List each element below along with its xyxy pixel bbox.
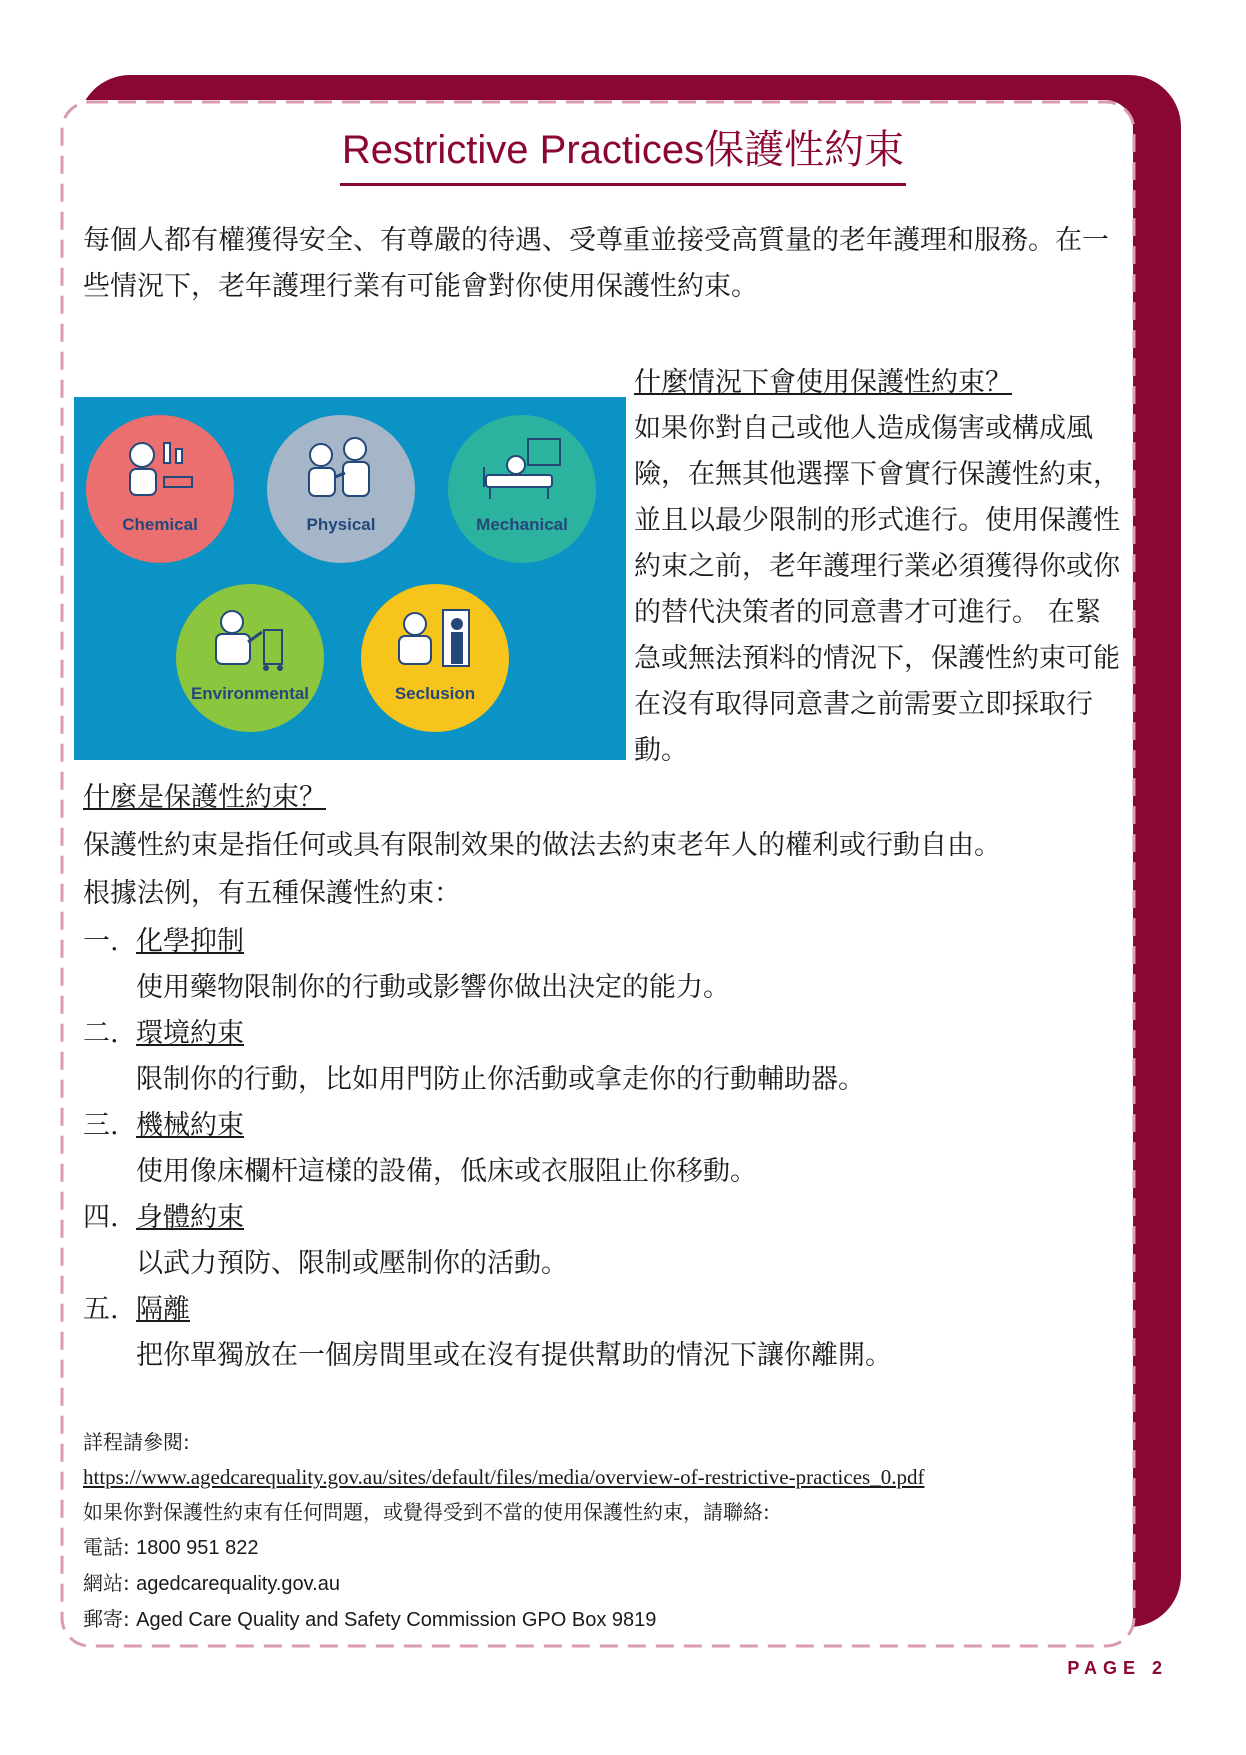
type-description: 以武力預防、限制或壓制你的活動。 — [136, 1248, 568, 1279]
restrictive-practices-infographic — [74, 397, 626, 760]
phone-number: 1800 951 822 — [136, 1537, 259, 1559]
contact-text: 如果你對保護性約束有任何問題，或覺得受到不當的使用保護性約束，請聯絡: — [83, 1500, 770, 1524]
type-description: 把你單獨放在一個房間里或在沒有提供幫助的情況下讓你離開。 — [136, 1340, 892, 1371]
type-name: 身體約束 — [136, 1202, 244, 1233]
physical-icon — [301, 437, 381, 507]
page-title: Restrictive Practices保護性約束 — [0, 118, 1246, 186]
type-description: 限制你的行動，比如用門防止你活動或拿走你的行動輔助器。 — [136, 1064, 865, 1095]
list-number: 一. — [83, 926, 119, 957]
intro-paragraph: 每個人都有權獲得安全、有尊嚴的待遇、受尊重並接受高質量的老年護理和服務。在一些情況下，老年護理行業有可能會對你使用保護性約束。 — [83, 225, 1109, 302]
website-label: 網站: — [83, 1571, 130, 1595]
when-used-section — [634, 360, 1124, 774]
definition-section — [83, 775, 1123, 1379]
list-number: 四. — [83, 1202, 119, 1233]
mail-label: 郵寄: — [83, 1607, 130, 1631]
type-name: 隔離 — [136, 1294, 190, 1325]
website-value[interactable]: agedcarequality.gov.au — [136, 1573, 340, 1595]
list-item — [83, 1195, 1123, 1287]
physical-label: Physical — [306, 515, 376, 534]
types-lead: 根據法例，有五種保護性約束： — [83, 878, 461, 909]
phone-label: 電話: — [83, 1535, 130, 1559]
type-description: 使用藥物限制你的行動或影響你做出決定的能力。 — [136, 972, 730, 1003]
list-item — [83, 1011, 1123, 1103]
list-number: 三. — [83, 1110, 119, 1141]
mail-address: Aged Care Quality and Safety Commission GPO Box 9819 — [136, 1609, 657, 1631]
types-list — [83, 919, 1123, 1379]
list-item — [83, 919, 1123, 1011]
when-used-heading: 什麼情況下會使用保護性約束？ — [634, 367, 1012, 398]
type-name: 機械約束 — [136, 1110, 244, 1141]
chemical-label: Chemical — [122, 515, 198, 534]
environmental-label: Environmental — [190, 684, 310, 703]
environmental-icon — [210, 606, 290, 676]
see-more-label: 詳程請參閱: — [83, 1430, 190, 1454]
list-number: 二. — [83, 1018, 119, 1049]
mechanical-icon — [482, 437, 562, 507]
when-used-body: 如果你對自己或他人造成傷害或構成風險，在無其他選擇下會實行保護性約束，並且以最少限制的形式進行。使用保護性約束之前，老年護理行業必須獲得你或你的替代決策者的同意書才可進行。 在緊急或無法預料的情況下，保護性約束可能在沒有取得同意書之前需要立即採取行動。 — [634, 413, 1120, 766]
type-description: 使用像床欄杆這樣的設備，低床或衣服阻止你移動。 — [136, 1156, 757, 1187]
type-name: 環境約束 — [136, 1018, 244, 1049]
mechanical-circle — [448, 415, 596, 563]
chemical-circle — [86, 415, 234, 563]
reference-link[interactable]: https://www.agedcarequality.gov.au/sites/default/files/media/overview-of-restrictive-practices_0.pdf — [83, 1465, 925, 1489]
mechanical-label: Mechanical — [476, 515, 568, 534]
contact-footer — [83, 1425, 1123, 1638]
list-item — [83, 1287, 1123, 1379]
list-item — [83, 1103, 1123, 1195]
seclusion-icon — [395, 606, 475, 676]
environmental-circle — [176, 584, 324, 732]
list-number: 五. — [83, 1294, 119, 1325]
definition-body: 保護性約束是指任何或具有限制效果的做法去約束老年人的權利或行動自由。 — [83, 830, 1001, 861]
page-number: PAGE 2 — [1067, 1658, 1168, 1678]
seclusion-label: Seclusion — [394, 684, 476, 703]
chemical-icon — [120, 437, 200, 507]
type-name: 化學抑制 — [136, 926, 244, 957]
physical-circle — [267, 415, 415, 563]
seclusion-circle — [361, 584, 509, 732]
definition-heading: 什麼是保護性約束？ — [83, 782, 326, 813]
